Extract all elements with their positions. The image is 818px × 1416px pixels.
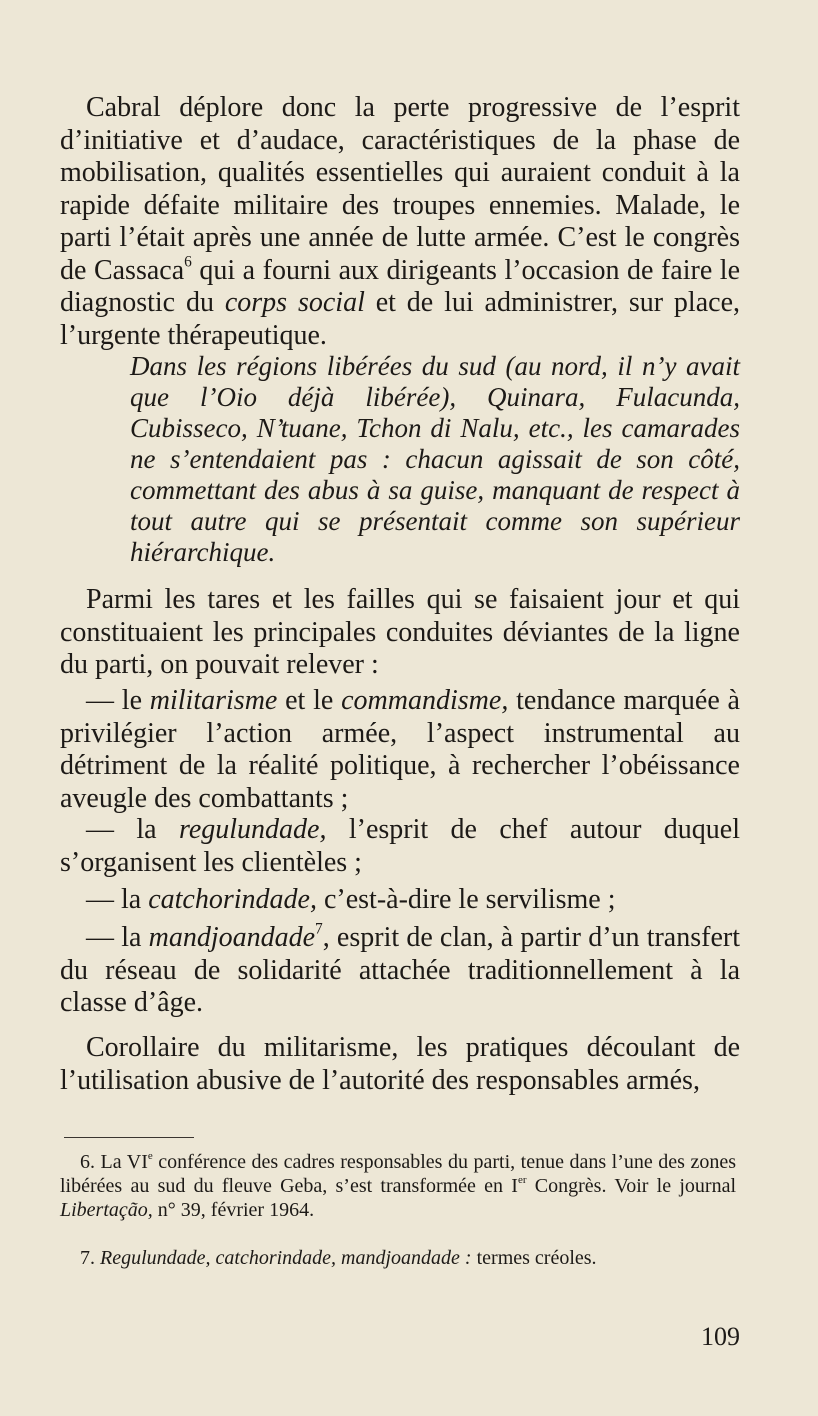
block-quote: Dans les régions libérées du sud (au nord, il n’y avait que l’Oio déjà libérée), Quinara, Fulacunda, Cubisseco, N’tuane, Tchon di Nalu, etc., les camarades ne s’entendaient pas : chacun agissait de son côté, commettant des abus à sa guise, manquant de respect à tout autre qui se présentait comme son supérieur hiérarchique. xyxy=(130,351,740,567)
list-item-militarisme: — le militarisme et le commandisme, tendance marquée à privilégier l’action armée, l’aspect instrumental au détriment de la réalité politique, à rechercher l’obéissance aveugle des combattants ; xyxy=(60,685,740,814)
paragraph-3: Corollaire du militarisme, les pratiques découlant de l’utilisation abusive de l’autorité des responsables armés, xyxy=(60,1032,740,1096)
footnote-6: 6. La VIe conférence des cadres responsables du parti, tenue dans l’une des zones libérées au sud du fleuve Geba, s’est transformée en Ier Congrès. Voir le journal Libertação, n° 39, février 1964. xyxy=(60,1150,736,1221)
list-item-mandjoandade: — la mandjoandade$^7$, esprit de clan, à partir d’un transfert du réseau de solidarité attachée traditionnellement à la classe d’âge. xyxy=(60,920,740,1018)
list-item-regulundade: — la regulundade, l’esprit de chef autour duquel s’organisent les clientèles ; xyxy=(60,814,740,878)
footnote-7: 7. Regulundade, catchorindade, mandjoandade : termes créoles. xyxy=(80,1247,597,1269)
page-number: 109 xyxy=(701,1322,740,1351)
footnote-separator xyxy=(64,1137,194,1138)
footnote-ref-7: 7 xyxy=(315,920,323,938)
list-item-catchorindade: — la catchorindade, c’est-à-dire le servilisme ; xyxy=(86,884,616,915)
paragraph-1: Cabral déplore donc la perte progressive de l’esprit d’initiative et d’audace, caractéristiques de la phase de mobilisation, qualités essentielles qui auraient conduit à la rapide défaite militaire des troupes ennemies. Malade, le parti l’était après une année de lutte armée. C’est le congrès de Cassaca$^6$ qui a fourni aux dirigeants l’occasion de faire le diagnostic du corps social et de lui administrer, sur place, l’urgente thérapeutique. xyxy=(60,92,740,351)
footnote-ref-6: 6 xyxy=(184,253,192,271)
paragraph-2: Parmi les tares et les failles qui se faisaient jour et qui constituaient les principales conduites déviantes de la ligne du parti, on pouvait relever : xyxy=(60,584,740,680)
